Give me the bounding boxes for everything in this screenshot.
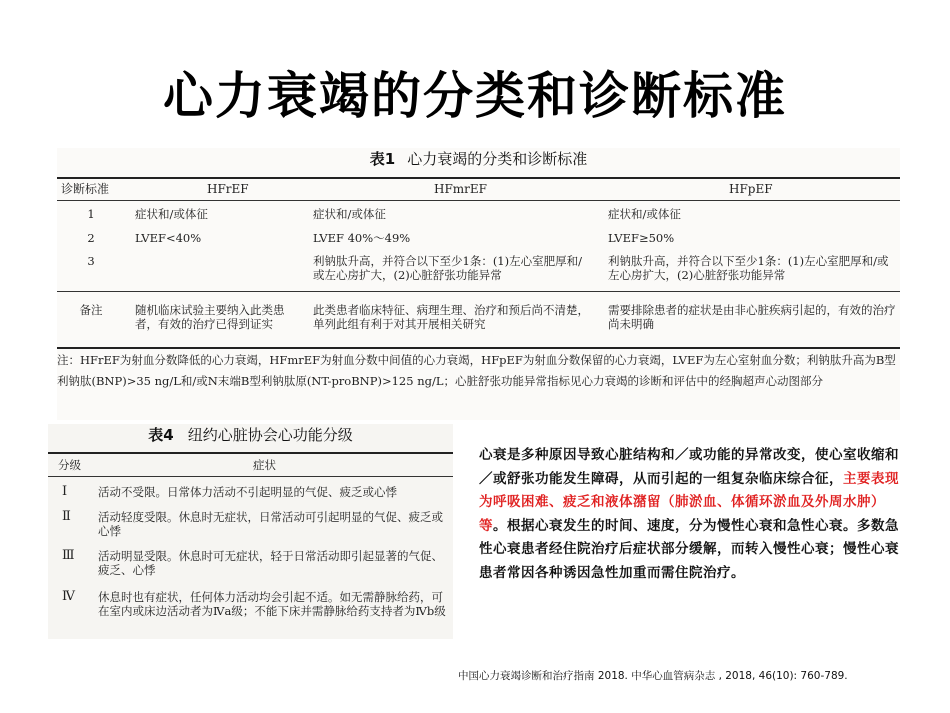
table-4-header-grade: 分级 — [58, 458, 81, 472]
table-4-row-4-grade: Ⅳ — [62, 589, 75, 604]
table-1-remark-label: 备注 — [79, 303, 103, 317]
summary-part-2: 。根据心衰发生的时间、速度，分为慢性心衰和急性心衰。多数急性心衰患者经住院治疗后症状部分缓解，而转入慢性心衰；慢性心衰患者常因各种诱因急性加重而需住院治疗。 — [479, 517, 899, 581]
table-1-caption-text: 心力衰竭的分类和诊断标准 — [407, 150, 588, 168]
table-1-remark-hfmref: 此类患者临床特征、病理生理、治疗和预后尚不清楚，单列此组有利于对其开展相关研究 — [313, 303, 589, 331]
table-4-row-3-symptom: 活动明显受限。休息时可无症状，轻于日常活动即引起显著的气促、疲乏、心悸 — [98, 549, 443, 577]
summary-part-1: 心衰是多种原因导致心脏结构和／或功能的异常改变，使心室收缩和／或舒张功能发生障碍，从而引起的一组复杂临床综合征， — [479, 447, 899, 487]
table-4-header-symptom: 症状 — [253, 458, 276, 472]
table-1-row-2-label: 2 — [87, 231, 95, 245]
table-1-top-rule — [57, 177, 900, 179]
table-4-number: 表4 — [148, 426, 174, 444]
table-1-number: 表1 — [369, 150, 396, 168]
table-1-row-1-hfref: 症状和/或体征 — [135, 207, 208, 221]
table-1-header-criteria: 诊断标准 — [61, 182, 110, 196]
table-1-row-1-hfmref: 症状和/或体征 — [313, 207, 386, 221]
table-4-row-2-symptom: 活动轻度受限。休息时无症状，日常活动可引起明显的气促、疲乏或心悸 — [98, 510, 443, 538]
table-4-header-rule — [48, 476, 453, 477]
citation: 中国心力衰竭诊断和治疗指南 2018. 中华心血管病杂志 , 2018, 46(10): 760-789. — [458, 670, 848, 682]
table-4-row-2-grade: Ⅱ — [62, 509, 71, 524]
summary-text — [479, 444, 899, 585]
table-4 — [48, 424, 453, 639]
table-1-header-rule — [57, 200, 900, 201]
table-1-header-hfpef: HFpEF — [729, 182, 773, 196]
table-1-remark-hfpef: 需要排除患者的症状是由非心脏疾病引起的，有效的治疗尚未明确 — [608, 303, 896, 331]
table-1-remark-hfref: 随机临床试验主要纳入此类患者，有效的治疗已得到证实 — [135, 303, 285, 331]
table-1 — [57, 148, 900, 420]
table-4-row-4-symptom: 休息时也有症状，任何体力活动均会引起不适。如无需静脉给药，可在室内或床边活动者为Ⅳa级；不能下床并需静脉给药支持者为Ⅳb级 — [98, 590, 446, 618]
summary-highlight: 主要表现为呼吸困难、疲乏和液体潴留（肺淤血、体循环淤血及外周水肿）等 — [479, 470, 899, 534]
table-4-top-rule — [48, 452, 453, 454]
table-4-row-3-grade: Ⅲ — [62, 548, 75, 563]
table-1-header-hfref: HFrEF — [207, 182, 249, 196]
table-1-row-2-hfref: LVEF<40% — [135, 231, 202, 245]
slide-title: 心力衰竭的分类和诊断标准 — [163, 67, 787, 125]
table-4-row-1-symptom: 活动不受限。日常体力活动不引起明显的气促、疲乏或心悸 — [98, 485, 397, 499]
table-1-row-1-hfpef: 症状和/或体征 — [608, 207, 681, 221]
table-1-header-hfmref: HFmrEF — [434, 182, 487, 196]
table-1-row-1-label: 1 — [87, 207, 95, 221]
table-4-caption — [48, 424, 453, 445]
table-1-row-2-hfpef: LVEF≥50% — [608, 231, 675, 245]
table-1-row-3-hfmref: 利钠肽升高，并符合以下至少1条：(1)左心室肥厚和/或左心房扩大，(2)心脏舒张功能异常 — [313, 254, 582, 282]
table-1-note: 注：HFrEF为射血分数降低的心力衰竭，HFmrEF为射血分数中间值的心力衰竭，HFpEF为射血分数保留的心力衰竭，LVEF为左心室射血分数；利钠肽升高为B型利钠肽(BNP)>35 ng/L和/或N末端B型利钠肽原(NT-proBNP)>125 ng/L；心脏舒张功能异常指标见心力衰竭的诊断和评估中的经胸超声心动图部分 — [57, 353, 896, 388]
table-1-bottom-rule — [57, 347, 900, 349]
table-1-caption — [57, 148, 900, 169]
table-4-caption-text: 纽约心脏协会心功能分级 — [187, 426, 353, 444]
table-1-row-3-hfpef: 利钠肽升高，并符合以下至少1条：(1)左心室肥厚和/或左心房扩大，(2)心脏舒张功能异常 — [608, 254, 889, 282]
table-4-row-1-grade: Ⅰ — [62, 484, 68, 499]
table-1-row-3-label: 3 — [87, 254, 95, 268]
table-1-remark-rule — [57, 291, 900, 292]
table-1-row-2-hfmref: LVEF 40%～49% — [313, 231, 411, 245]
